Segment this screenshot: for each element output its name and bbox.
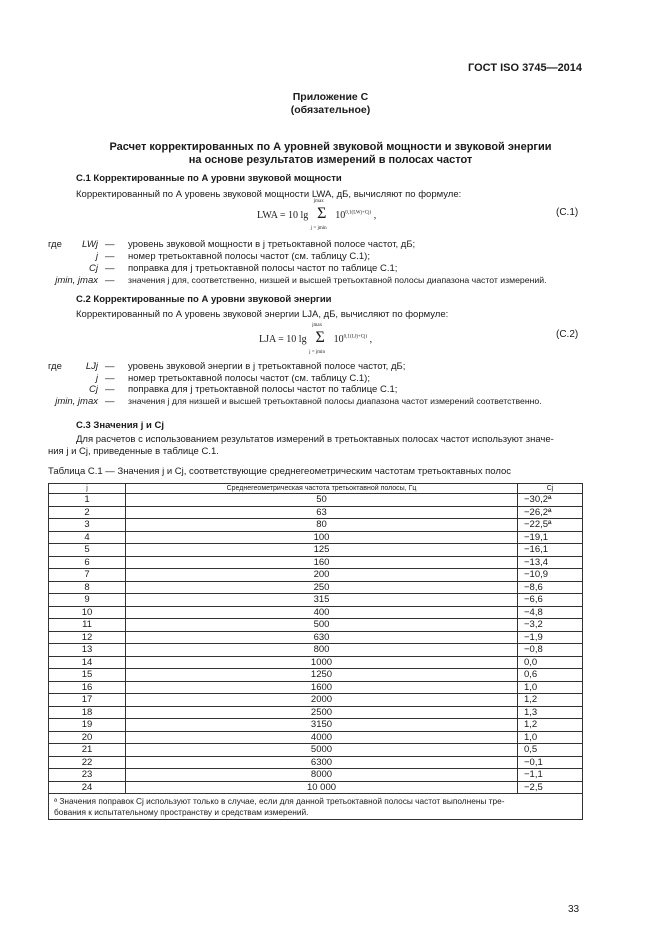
- cell-cj: −30,2ª: [518, 494, 583, 507]
- cell-cj: −22,5ª: [518, 519, 583, 532]
- formula-c2: [259, 323, 373, 355]
- cell-frequency: 125: [126, 544, 518, 557]
- table-caption: Таблица С.1 — Значения j и Cj, соответствующие среднегеометрическим частотам третьоктавных полос: [48, 466, 512, 477]
- section-c3-para-line-2: ния j и Cj, приведенные в таблице С.1.: [48, 446, 219, 457]
- equation-number-c1: (С.1): [556, 207, 579, 218]
- cell-cj: −2,5: [518, 781, 583, 794]
- cell-frequency: 630: [126, 631, 518, 644]
- table-row: [49, 619, 583, 632]
- def-dash: —: [105, 275, 115, 286]
- def-text: уровень звуковой мощности в j третьоктавной полосе частот, дБ;: [128, 239, 416, 250]
- table-row: [49, 719, 583, 732]
- formula-c1-exponent: 0,1(LWj+Cj): [345, 210, 372, 216]
- sigma-icon: Σ: [315, 329, 325, 346]
- table-footnote-line-2: бования к испытательному пространству и средствам измерений.: [54, 806, 309, 817]
- table-row: [49, 606, 583, 619]
- def-text: поправка для j третьоктавной полосы частот по таблице С.1;: [128, 384, 398, 395]
- section-c3-heading: С.3 Значения j и Cj: [76, 420, 164, 431]
- cell-frequency: 1600: [126, 681, 518, 694]
- cell-j: 4: [49, 531, 126, 544]
- def-dash: —: [105, 263, 115, 274]
- cell-frequency: 2000: [126, 694, 518, 707]
- cell-frequency: 5000: [126, 744, 518, 757]
- appendix-status: (обязательное): [290, 104, 371, 116]
- column-header-cj: Cj: [518, 484, 583, 494]
- main-title-line-1: Расчет корректированных по А уровней звуковой мощности и звуковой энергии: [109, 141, 552, 153]
- def-text: номер третьоктавной полосы частот (см. таблицу С.1);: [128, 251, 370, 262]
- cell-j: 23: [49, 769, 126, 782]
- table-c1: [48, 483, 583, 820]
- cell-j: 5: [49, 544, 126, 557]
- cell-cj: −26,2ª: [518, 506, 583, 519]
- cell-cj: 1,3: [518, 706, 583, 719]
- cell-frequency: 400: [126, 606, 518, 619]
- cell-cj: −10,9: [518, 569, 583, 582]
- cell-cj: −8,6: [518, 581, 583, 594]
- cell-cj: 0,6: [518, 669, 583, 682]
- cell-j: 15: [49, 669, 126, 682]
- table-row: [49, 581, 583, 594]
- cell-frequency: 63: [126, 506, 518, 519]
- formula-c1-base: 10: [335, 210, 346, 221]
- table-row: [49, 644, 583, 657]
- cell-cj: −0,8: [518, 644, 583, 657]
- table-row: [49, 531, 583, 544]
- cell-cj: −16,1: [518, 544, 583, 557]
- equation-number-c2: (С.2): [556, 329, 579, 340]
- cell-cj: −1,1: [518, 769, 583, 782]
- formula-c2-upper-limit: jmax: [312, 323, 323, 328]
- cell-j: 21: [49, 744, 126, 757]
- def-symbol: jmin, jmax: [55, 275, 98, 286]
- table-row: [49, 781, 583, 794]
- section-c2-intro: Корректированный по А уровень звуковой энергии LJA, дБ, вычисляют по формуле:: [76, 309, 449, 320]
- def-symbol: Cj: [89, 263, 98, 274]
- cell-j: 11: [49, 619, 126, 632]
- table-row: [49, 731, 583, 744]
- table-row: [49, 594, 583, 607]
- table-row: [49, 569, 583, 582]
- cell-cj: −3,2: [518, 619, 583, 632]
- table-row: [49, 744, 583, 757]
- def-dash: —: [105, 384, 115, 395]
- cell-frequency: 6300: [126, 756, 518, 769]
- cell-frequency: 315: [126, 594, 518, 607]
- cell-j: 3: [49, 519, 126, 532]
- table-row: [49, 556, 583, 569]
- table-row: [49, 631, 583, 644]
- cell-frequency: 4000: [126, 731, 518, 744]
- cell-cj: 1,2: [518, 694, 583, 707]
- cell-cj: 0,5: [518, 744, 583, 757]
- cell-cj: −1,9: [518, 631, 583, 644]
- cell-frequency: 10 000: [126, 781, 518, 794]
- def-symbol: jmin, jmax: [55, 396, 98, 407]
- cell-cj: 0,0: [518, 656, 583, 669]
- column-header-frequency: Среднегеометрическая частота третьоктавной полосы, Гц: [126, 484, 518, 494]
- cell-j: 24: [49, 781, 126, 794]
- cell-j: 12: [49, 631, 126, 644]
- table-body: [49, 494, 583, 794]
- table-row: [49, 681, 583, 694]
- cell-j: 16: [49, 681, 126, 694]
- cell-frequency: 500: [126, 619, 518, 632]
- cell-j: 22: [49, 756, 126, 769]
- formula-c1-lower-limit: j = jmin: [310, 226, 327, 231]
- cell-frequency: 1250: [126, 669, 518, 682]
- formula-c1-upper-limit: jmax: [313, 199, 324, 204]
- table-footnote-row: [49, 794, 583, 820]
- cell-j: 8: [49, 581, 126, 594]
- table-row: [49, 769, 583, 782]
- cell-frequency: 3150: [126, 719, 518, 732]
- cell-j: 19: [49, 719, 126, 732]
- def-text: уровень звуковой энергии в j третьоктавной полосе частот, дБ;: [128, 361, 406, 372]
- formula-c1-lhs: LWA = 10 lg: [257, 210, 309, 221]
- appendix-title: Приложение С: [292, 91, 369, 103]
- cell-j: 14: [49, 656, 126, 669]
- main-title-line-2: на основе результатов измерений в полосах частот: [188, 154, 473, 166]
- cell-j: 1: [49, 494, 126, 507]
- cell-frequency: 8000: [126, 769, 518, 782]
- table-footnote: [49, 794, 583, 820]
- standard-designation: ГОСТ ISO 3745—2014: [468, 62, 583, 74]
- table-row: [49, 669, 583, 682]
- cell-cj: 1,0: [518, 681, 583, 694]
- table-row: [49, 656, 583, 669]
- def-symbol: j: [95, 251, 98, 262]
- def-text: поправка для j третьоктавной полосы частот по таблице С.1;: [128, 263, 398, 274]
- cell-cj: −6,6: [518, 594, 583, 607]
- cell-frequency: 2500: [126, 706, 518, 719]
- cell-cj: −0,1: [518, 756, 583, 769]
- table-row: [49, 706, 583, 719]
- def-dash: —: [105, 361, 115, 372]
- cell-frequency: 50: [126, 494, 518, 507]
- formula-c2-tail: ,: [369, 334, 373, 345]
- cell-j: 6: [49, 556, 126, 569]
- cell-frequency: 250: [126, 581, 518, 594]
- cell-j: 18: [49, 706, 126, 719]
- section-c1-intro: Корректированный по А уровень звуковой мощности LWA, дБ, вычисляют по формуле:: [76, 189, 462, 200]
- def-dash: —: [105, 239, 115, 250]
- section-c3-para-line-1: Для расчетов с использованием результатов измерений в третьоктавных полосах частот используют значе-: [76, 434, 554, 445]
- def-dash: —: [105, 396, 115, 407]
- section-c2-heading: С.2 Корректированные по А уровни звуковой энергии: [76, 294, 332, 305]
- page-number: 33: [568, 904, 580, 915]
- cell-j: 17: [49, 694, 126, 707]
- cell-frequency: 1000: [126, 656, 518, 669]
- formula-c1-tail: ,: [373, 210, 377, 221]
- where-label-c1: где: [48, 239, 62, 250]
- cell-cj: 1,0: [518, 731, 583, 744]
- cell-frequency: 100: [126, 531, 518, 544]
- table-row: [49, 494, 583, 507]
- cell-cj: −4,8: [518, 606, 583, 619]
- table-footnote-line-1: ª Значения поправок Cj используют только в случае, если для данной третьоктавной полосы частот выполнены тре-: [54, 796, 505, 806]
- cell-frequency: 160: [126, 556, 518, 569]
- column-header-j: j: [49, 484, 126, 494]
- cell-j: 20: [49, 731, 126, 744]
- def-text: значения j для, соответственно, низшей и высшей третьоктавной полосы диапазона частот измерений.: [128, 275, 547, 285]
- formula-c2-exponent: 0,1(LJj+Cj): [343, 334, 368, 340]
- def-symbol: LJj: [85, 361, 98, 372]
- table-row: [49, 506, 583, 519]
- formula-c1-sum: [310, 199, 333, 231]
- table-row: [49, 544, 583, 557]
- formula-c2-lhs: LJA = 10 lg: [259, 334, 307, 345]
- def-dash: —: [105, 373, 115, 384]
- cell-j: 10: [49, 606, 126, 619]
- cell-cj: −13,4: [518, 556, 583, 569]
- cell-cj: 1,2: [518, 719, 583, 732]
- table-row: [49, 694, 583, 707]
- cell-j: 7: [49, 569, 126, 582]
- def-symbol: j: [95, 373, 98, 384]
- def-dash: —: [105, 251, 115, 262]
- section-c1-heading: С.1 Корректированные по А уровни звуковой мощности: [76, 173, 342, 184]
- def-symbol: Cj: [89, 384, 98, 395]
- formula-c2-sum: [309, 323, 331, 355]
- def-symbol: LWj: [81, 239, 98, 250]
- sigma-icon: Σ: [317, 205, 327, 222]
- cell-frequency: 800: [126, 644, 518, 657]
- where-label-c2: где: [48, 361, 62, 372]
- cell-j: 9: [49, 594, 126, 607]
- cell-frequency: 200: [126, 569, 518, 582]
- cell-j: 13: [49, 644, 126, 657]
- formula-c1: [257, 199, 377, 231]
- def-text: номер третьоктавной полосы частот (см. таблицу С.1);: [128, 373, 370, 384]
- formula-c2-base: 10: [333, 334, 344, 345]
- def-text: значения j для низшей и высшей третьоктавной полосы диапазона частот измерений соответственно.: [128, 396, 542, 406]
- table-header-row: [49, 484, 583, 494]
- formula-c2-lower-limit: j = jmin: [309, 350, 325, 355]
- cell-cj: −19,1: [518, 531, 583, 544]
- cell-frequency: 80: [126, 519, 518, 532]
- table-row: [49, 756, 583, 769]
- table-row: [49, 519, 583, 532]
- cell-j: 2: [49, 506, 126, 519]
